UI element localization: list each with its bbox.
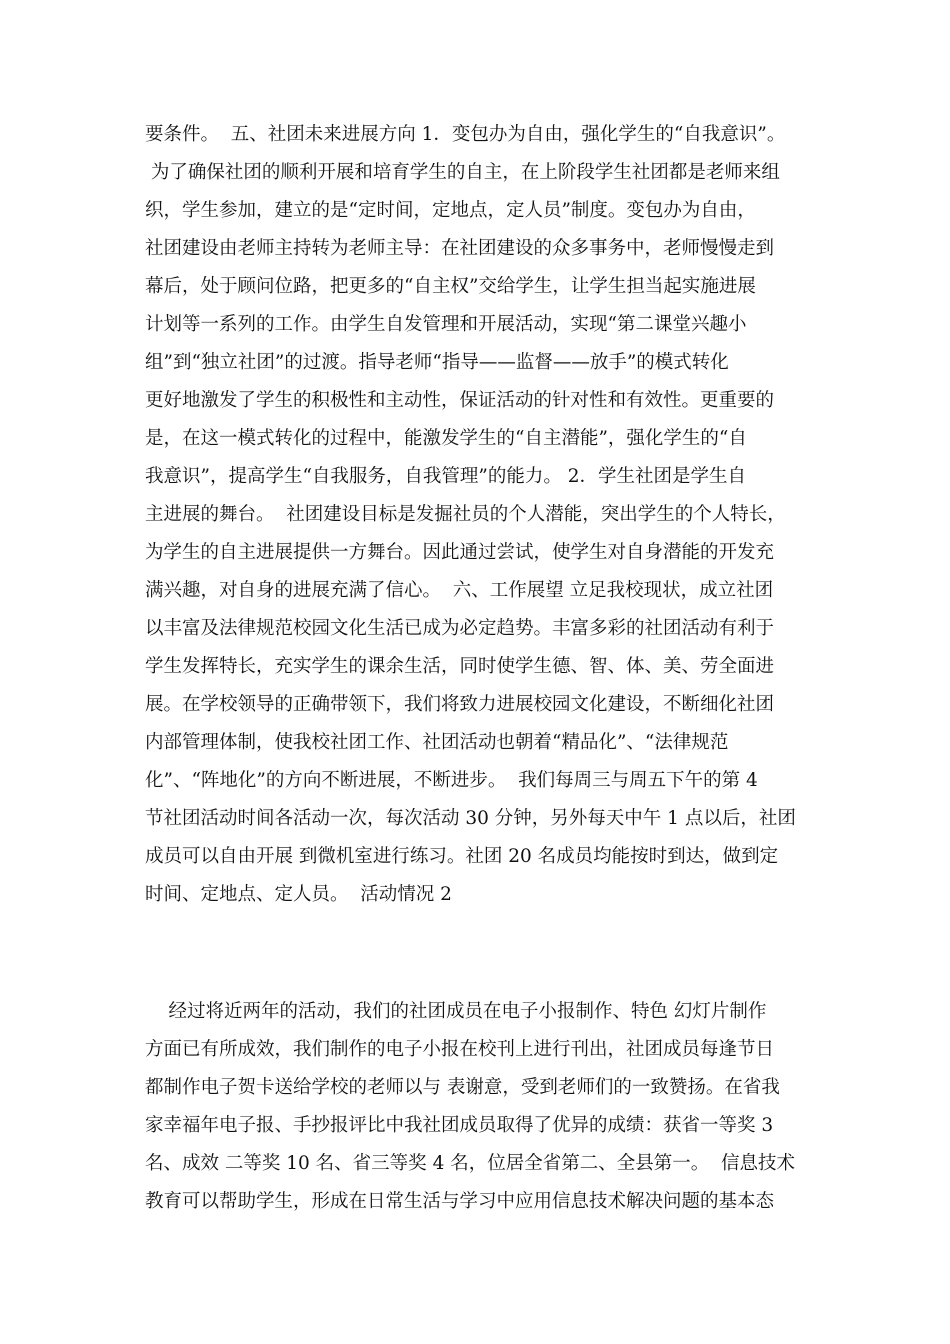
- text-line: 都制作电子贺卡送给学校的老师以与 表谢意，受到老师们的一致赞扬。在省我: [145, 1077, 780, 1098]
- text-line: 方面已有所成效，我们制作的电子小报在校刊上进行刊出，社团成员每逢节日: [145, 1039, 775, 1060]
- text-line: 家幸福年电子报、手抄报评比中我社团成员取得了优异的成绩：获省一等奖 3: [145, 1115, 774, 1136]
- text-line: 为学生的自主进展提供一方舞台。因此通过尝试，使学生对自身潜能的开发充: [145, 542, 775, 563]
- text-line: 更好地激发了学生的积极性和主动性，保证活动的针对性和有效性。更重要的: [145, 390, 775, 411]
- text-line: 社团建设由老师主持转为老师主导：在社团建设的众多事务中，老师慢慢走到: [145, 238, 775, 259]
- text-line: 名、成效 二等奖 10 名、省三等奖 4 名，位居全省第二、全县第一。 信息技术: [145, 1153, 795, 1174]
- text-line: 学生发挥特长，充实学生的课余生活，同时使学生德、智、体、美、劳全面进: [145, 656, 775, 677]
- text-line: 幕后，处于顾问位路，把更多的“自主权”交给学生，让学生担当起实施进展: [145, 276, 756, 297]
- text-line: 展。在学校领导的正确带领下，我们将致力进展校园文化建设，不断细化社团: [145, 694, 775, 715]
- text-line: 内部管理体制，使我校社团工作、社团活动也朝着“精品化”、“法律规范: [145, 732, 729, 753]
- text-line: 化”、“阵地化”的方向不断进展，不断进步。 我们每周三与周五下午的第 4: [145, 770, 758, 791]
- text-line: 以丰富及法律规范校园文化生活已成为必定趋势。丰富多彩的社团活动有利于: [145, 618, 775, 639]
- text-line: 我意识”，提高学生“自我服务，自我管理”的能力。 2．学生社团是学生自: [145, 466, 747, 487]
- text-line: 为了确保社团的顺利开展和培育学生的自主，在上阶段学生社团都是老师来组: [145, 162, 780, 183]
- text-line: 时间、定地点、定人员。 活动情况 2: [145, 884, 452, 905]
- text-line: 主进展的舞台。 社团建设目标是发掘社员的个人潜能，突出学生的个人特长，: [145, 504, 786, 525]
- text-line: 经过将近两年的活动，我们的社团成员在电子小报制作、特色 幻灯片制作: [145, 1001, 767, 1022]
- text-line: 成员可以自由开展 到微机室进行练习。社团 20 名成员均能按时到达，做到定: [145, 846, 779, 867]
- text-line: 计划等一系列的工作。由学生自发管理和开展活动，实现“第二课堂兴趣小: [145, 314, 747, 335]
- text-line: 要条件。 五、社团未来进展方向 1．变包办为自由，强化学生的“自我意识”。: [145, 124, 786, 145]
- text-line: 是，在这一模式转化的过程中，能激发学生的“自主潜能”，强化学生的“自: [145, 428, 747, 449]
- text-line: 教育可以帮助学生，形成在日常生活与学习中应用信息技术解决问题的基本态: [145, 1191, 775, 1212]
- text-line: 组”到“独立社团”的过渡。指导老师“指导——监督——放手”的模式转化: [145, 352, 729, 373]
- text-line: 节社团活动时间各活动一次，每次活动 30 分钟，另外每天中午 1 点以后，社团: [145, 808, 796, 829]
- text-line: 织，学生参加，建立的是“定时间，定地点，定人员”制度。变包办为自由，: [145, 200, 756, 221]
- text-line: 满兴趣，对自身的进展充满了信心。 六、工作展望 立足我校现状，成立社团: [145, 580, 774, 601]
